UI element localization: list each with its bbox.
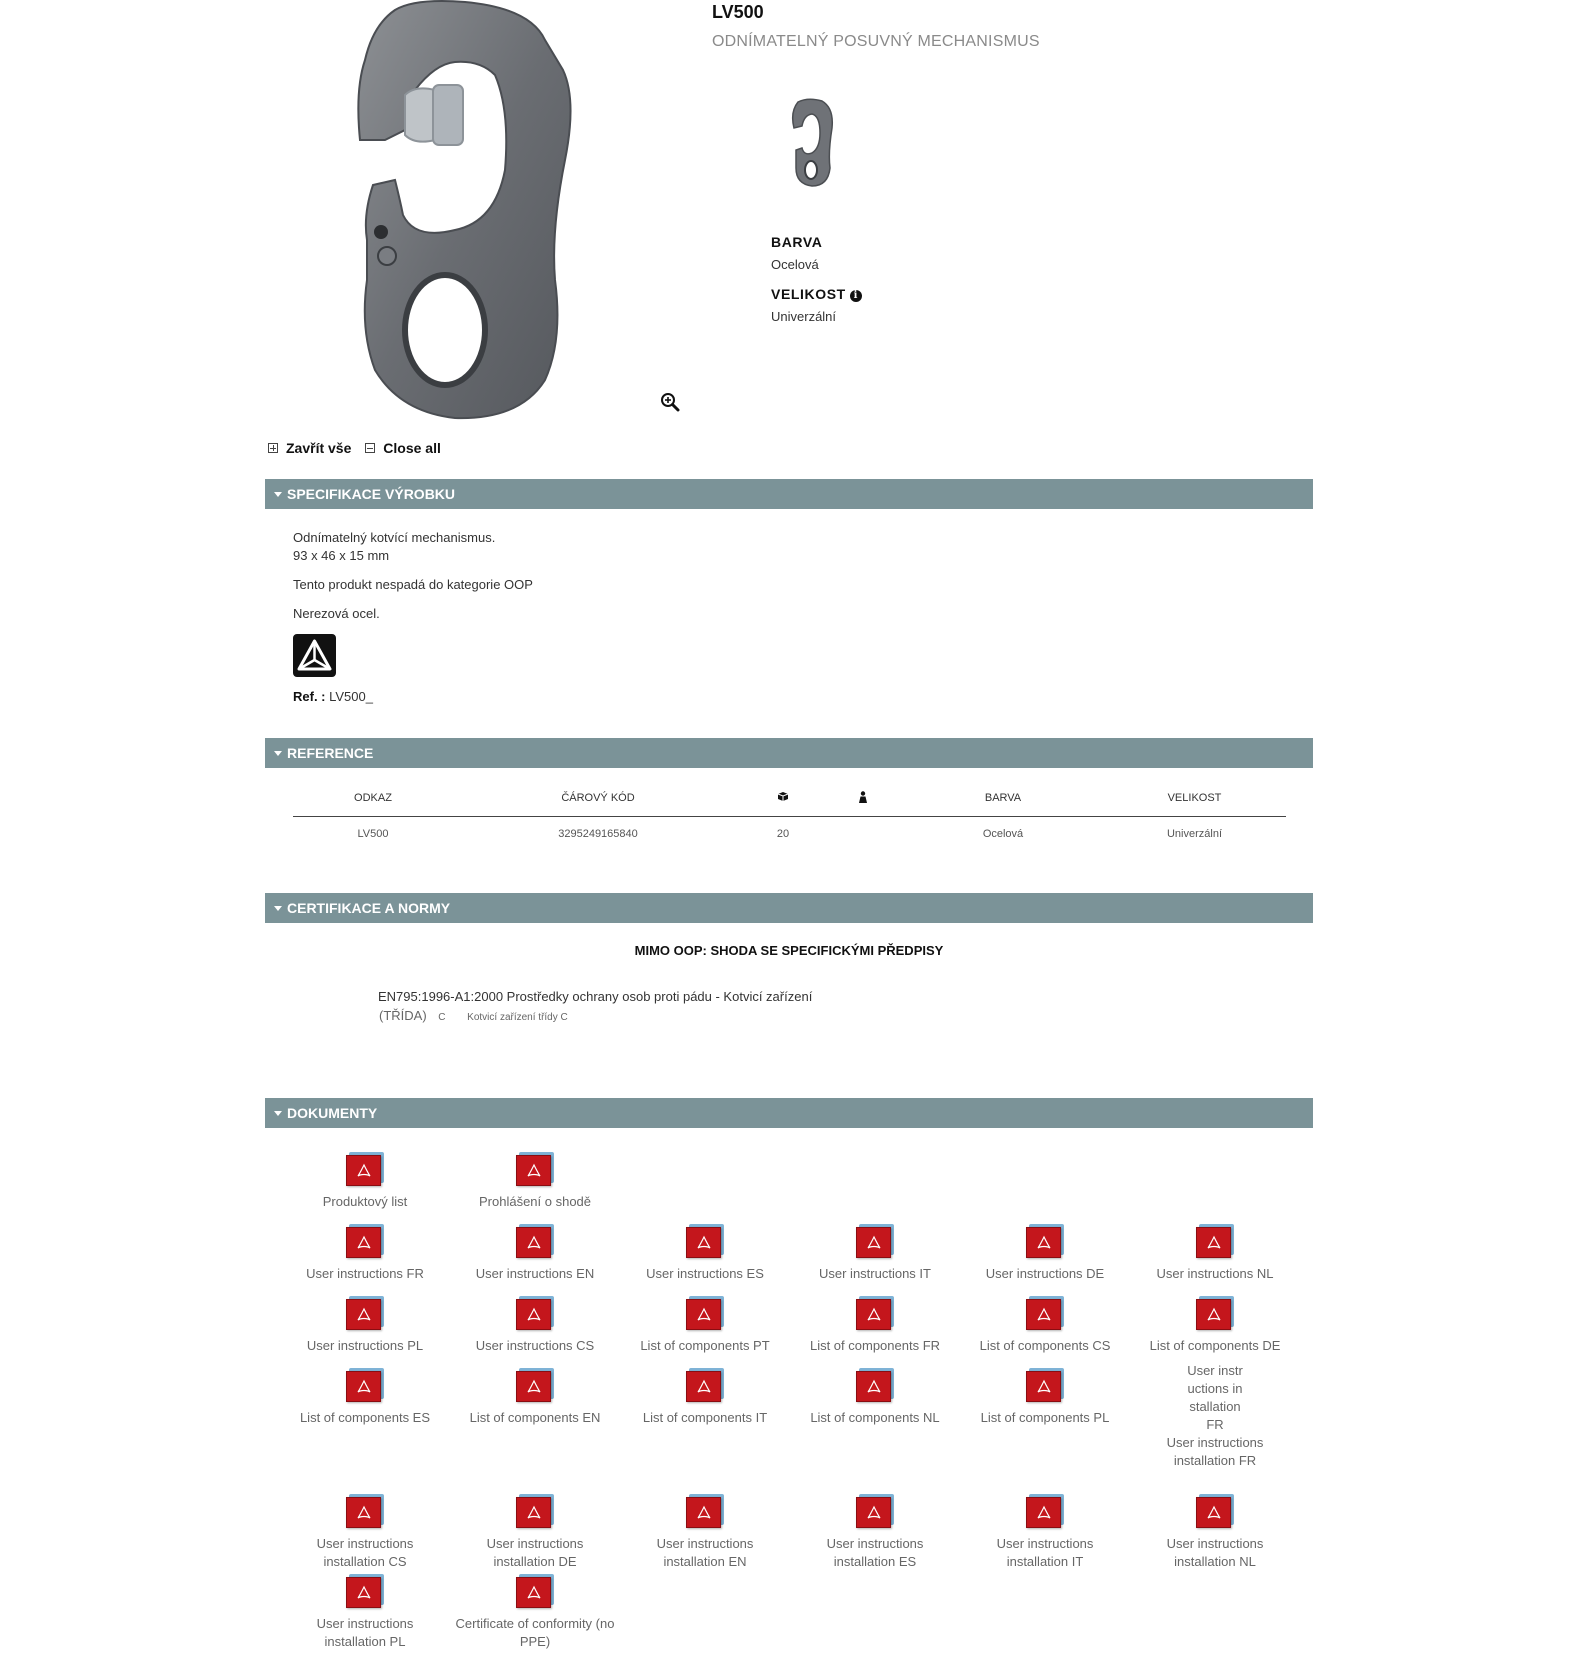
col-box <box>743 780 823 817</box>
cert-class <box>379 1008 568 1023</box>
document-link[interactable] <box>455 1574 615 1651</box>
document-label: Certificate of conformity (no PPE) <box>455 1616 615 1649</box>
pdf-icon <box>346 1296 384 1330</box>
document-label: User instructions installation PL <box>316 1616 414 1649</box>
document-link[interactable] <box>285 1368 445 1427</box>
broken-image-alt: User instructions installation FR <box>1187 1363 1243 1432</box>
document-label: User instructions FR <box>306 1266 424 1281</box>
document-label: User instructions installation NL <box>1166 1536 1264 1569</box>
ref-label: Ref. : <box>293 689 326 704</box>
col-person <box>823 780 903 817</box>
spec-line-2: 93 x 46 x 15 mm <box>293 548 390 563</box>
section-cert-header[interactable] <box>265 893 1313 923</box>
document-link[interactable] <box>285 1574 445 1651</box>
document-label: User instructions ES <box>646 1266 764 1281</box>
section-reference-header[interactable] <box>265 738 1313 768</box>
pdf-icon <box>856 1494 894 1528</box>
pdf-icon <box>856 1368 894 1402</box>
caret-down-icon <box>274 1111 282 1116</box>
close-all-label: Close all <box>383 440 441 456</box>
pdf-icon <box>1026 1494 1064 1528</box>
pdf-icon <box>516 1494 554 1528</box>
pdf-icon <box>346 1574 384 1608</box>
section-reference-title: REFERENCE <box>287 745 374 761</box>
expand-icon <box>268 443 278 453</box>
document-label: List of components PT <box>640 1338 770 1353</box>
cert-class-desc: Kotvicí zařízení třídy C <box>467 1012 568 1023</box>
info-icon[interactable]: i <box>850 290 862 302</box>
pdf-icon <box>346 1224 384 1258</box>
document-link[interactable] <box>795 1494 955 1571</box>
pdf-icon <box>516 1296 554 1330</box>
cell-odkaz: LV500 <box>357 828 389 840</box>
collapse-icon <box>365 443 375 453</box>
document-link[interactable] <box>285 1494 445 1571</box>
document-label: User instructions installation IT <box>996 1536 1094 1569</box>
pdf-icon <box>686 1296 724 1330</box>
document-label: List of components FR <box>809 1338 941 1353</box>
document-link[interactable] <box>1135 1362 1295 1470</box>
pdf-icon <box>346 1152 384 1186</box>
document-label: User instructions CS <box>475 1338 595 1353</box>
cell-color: Ocelová <box>982 828 1024 840</box>
document-link[interactable] <box>625 1296 785 1355</box>
document-link[interactable] <box>965 1296 1125 1355</box>
document-label: User instructions installation DE <box>486 1536 584 1569</box>
document-label: User instructions NL <box>1156 1266 1274 1281</box>
col-color: BARVA <box>903 780 1103 817</box>
pdf-icon <box>516 1368 554 1402</box>
color-label: BARVA <box>771 234 823 250</box>
document-link[interactable] <box>795 1296 955 1355</box>
col-size: VELIKOST <box>1103 780 1286 817</box>
document-link[interactable] <box>1135 1224 1295 1283</box>
cert-class-value: C <box>438 1012 446 1023</box>
document-label: List of components DE <box>1149 1338 1281 1353</box>
ref-value: LV500_ <box>329 689 373 704</box>
document-link[interactable] <box>455 1296 615 1355</box>
size-value: Univerzální <box>771 309 837 324</box>
pdf-icon <box>686 1494 724 1528</box>
document-link[interactable] <box>795 1368 955 1427</box>
document-label: User instructions installation EN <box>656 1536 754 1569</box>
caret-down-icon <box>274 906 282 911</box>
zoom-in-icon[interactable] <box>660 392 680 412</box>
pdf-icon <box>346 1368 384 1402</box>
pdf-icon <box>686 1368 724 1402</box>
pdf-icon <box>686 1224 724 1258</box>
document-label: User instructions installation FR <box>1166 1435 1264 1468</box>
pdf-icon <box>856 1296 894 1330</box>
document-link[interactable] <box>455 1152 615 1211</box>
document-label: List of components ES <box>299 1410 431 1425</box>
section-spec-header[interactable] <box>265 479 1313 509</box>
certification-logo-icon <box>293 634 336 677</box>
reference-table <box>293 780 1286 851</box>
document-label: User instructions EN <box>475 1266 595 1281</box>
document-label: List of components IT <box>642 1410 768 1425</box>
pdf-icon <box>1026 1368 1064 1402</box>
product-thumbnail[interactable] <box>788 98 838 188</box>
pdf-icon <box>1026 1224 1064 1258</box>
document-link[interactable] <box>455 1224 615 1283</box>
document-label: List of components EN <box>469 1410 601 1425</box>
document-label: List of components NL <box>810 1410 940 1425</box>
document-link[interactable] <box>455 1494 615 1571</box>
document-link[interactable] <box>455 1368 615 1427</box>
cell-size: Univerzální <box>1166 828 1223 840</box>
document-link[interactable] <box>1135 1494 1295 1571</box>
cell-barcode: 3295249165840 <box>558 828 638 840</box>
document-label: List of components PL <box>980 1410 1110 1425</box>
size-label: VELIKOST <box>771 286 846 302</box>
cert-title: MIMO OOP: SHODA SE SPECIFICKÝMI PŘEDPISY <box>634 943 944 958</box>
document-link[interactable] <box>1135 1296 1295 1355</box>
pdf-icon <box>1196 1494 1234 1528</box>
document-label: User instructions PL <box>306 1338 424 1353</box>
document-link[interactable] <box>625 1494 785 1571</box>
document-link[interactable] <box>625 1224 785 1283</box>
cert-norm: EN795:1996-A1:2000 Prostředky ochrany osob proti pádu - Kotvicí zařízení <box>378 989 813 1004</box>
pdf-icon <box>1196 1296 1234 1330</box>
document-label: List of components CS <box>979 1338 1111 1353</box>
document-link[interactable] <box>285 1152 445 1211</box>
spec-line-1: Odnímatelný kotvící mechanismus. <box>293 530 496 545</box>
toggle-row <box>268 440 451 456</box>
spec-line-3: Tento produkt nespadá do kategorie OOP <box>293 577 533 592</box>
document-label: Prohlášení o shodě <box>478 1194 592 1209</box>
cert-class-label: (TŘÍDA) <box>379 1008 427 1023</box>
table-row <box>293 817 1286 852</box>
section-spec-title: SPECIFIKACE VÝROBKU <box>287 486 456 502</box>
cell-person <box>823 817 903 852</box>
pdf-icon <box>1026 1296 1064 1330</box>
document-link[interactable] <box>625 1368 785 1427</box>
document-link[interactable] <box>795 1224 955 1283</box>
product-main-image[interactable] <box>355 0 595 420</box>
close-all-button[interactable] <box>365 440 441 456</box>
expand-all-label: Zavřít vše <box>286 440 352 456</box>
pdf-icon <box>516 1224 554 1258</box>
pdf-icon <box>856 1224 894 1258</box>
caret-down-icon <box>274 492 282 497</box>
caret-down-icon <box>274 751 282 756</box>
expand-all-button[interactable] <box>268 440 351 456</box>
document-link[interactable] <box>965 1494 1125 1571</box>
document-link[interactable] <box>285 1224 445 1283</box>
document-link[interactable] <box>285 1296 445 1355</box>
product-reference <box>293 689 373 704</box>
document-label: User instructions installation ES <box>826 1536 924 1569</box>
document-label: User instructions IT <box>819 1266 931 1281</box>
section-cert-title: CERTIFIKACE A NORMY <box>287 900 451 916</box>
section-docs-title: DOKUMENTY <box>287 1105 378 1121</box>
size-label-row <box>771 286 862 302</box>
box-icon <box>777 791 789 802</box>
pdf-icon <box>1196 1224 1234 1258</box>
cell-box: 20 <box>776 828 790 840</box>
product-subtitle: ODNÍMATELNÝ POSUVNÝ MECHANISMUS <box>712 33 1040 50</box>
document-label: Produktový list <box>322 1194 408 1209</box>
person-icon <box>858 791 868 803</box>
col-barcode: ČÁROVÝ KÓD <box>453 780 743 817</box>
document-link[interactable] <box>965 1224 1125 1283</box>
pdf-icon <box>346 1494 384 1528</box>
color-value: Ocelová <box>771 257 819 272</box>
spec-line-4: Nerezová ocel. <box>293 606 380 621</box>
document-label: User instructions installation CS <box>316 1536 414 1569</box>
col-odkaz: ODKAZ <box>293 780 453 817</box>
pdf-icon <box>516 1574 554 1608</box>
document-link[interactable] <box>965 1368 1125 1427</box>
document-label: User instructions DE <box>985 1266 1105 1281</box>
pdf-icon <box>516 1152 554 1186</box>
product-title: LV500 <box>712 2 764 22</box>
section-docs-header[interactable] <box>265 1098 1313 1128</box>
